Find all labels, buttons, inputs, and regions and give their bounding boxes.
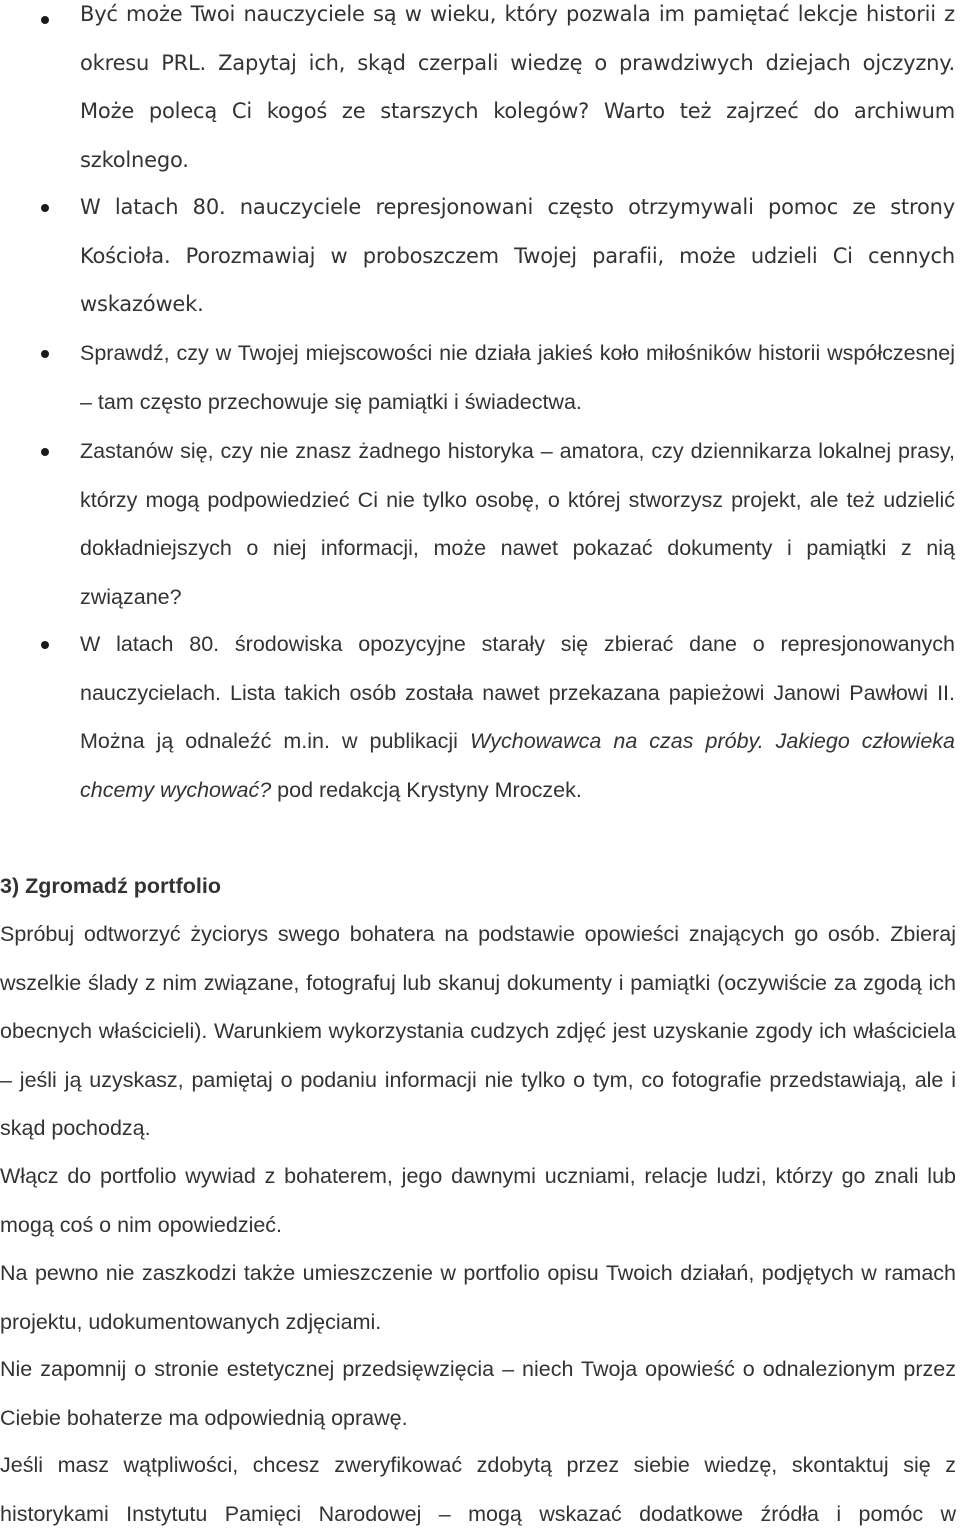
- bullet-icon: [41, 204, 49, 212]
- paragraph: Nie zapomnij o stronie estetycznej przedsięwzięcia – niech Twoja opowieść o odnalezionym przez Ciebie bohaterze ma odpowiednią oprawę.: [0, 1357, 956, 1430]
- section-heading: 3) Zgromadź portfolio: [0, 874, 221, 898]
- list-item-text: [80, 620, 955, 814]
- list-item-text: Być może Twoi nauczyciele są w wieku, który pozwala im pamiętać lekcje historii z okresu PRL. Zapytaj ich, skąd czerpali wiedzę o prawdziwych dziejach ojczyzny. Może polecą Ci kogoś ze starszych kolegów? Warto też zajrzeć do archiwum szkolnego.: [80, 2, 955, 172]
- bullet-icon: [41, 448, 49, 456]
- list-item-text-after: pod redakcją Krystyny Mroczek.: [271, 777, 582, 802]
- list-item-text: Zastanów się, czy nie znasz żadnego historyka – amatora, czy dziennikarza lokalnej prasy, którzy mogą podpowiedzieć Ci nie tylko osobę, o której stworzysz projekt, ale też udzielić dokładniejszych o niej informacji, może nawet pokazać dokumenty i pamiątki z nią związane?: [80, 439, 955, 609]
- paragraph: Włącz do portfolio wywiad z bohaterem, jego dawnymi uczniami, relacje ludzi, którzy go znali lub mogą coś o nim opowiedzieć.: [0, 1164, 956, 1237]
- bullet-icon: [41, 16, 49, 24]
- publication-title: Wychowawca na czas próby. Jakiego człowieka chcemy wychować?: [80, 729, 955, 802]
- paragraph: Jeśli masz wątpliwości, chcesz zweryfikować zdobytą przez siebie wiedzę, skontaktuj się z historykami Instytutu Pamięci Narodowej – mogą wskazać dodatkowe źródła i pomóc w: [0, 1453, 956, 1526]
- list-item-text: Sprawdź, czy w Twojej miejscowości nie działa jakieś koło miłośników historii współczesnej – tam często przechowuje się pamiątki i świadectwa.: [80, 341, 955, 414]
- bullet-icon: [41, 641, 49, 649]
- list-item-text-before: W latach 80. środowiska opozycyjne starały się zbierać dane o represjonowanych nauczycielach. Lista takich osób została nawet przekazana papieżowi Janowi Pawłowi II. Można ją odnaleźć m.in. w publikacji: [80, 632, 955, 753]
- list-item-text: W latach 80. nauczyciele represjonowani często otrzymywali pomoc ze strony Kościoła. Porozmawiaj w proboszczem Twojej parafii, może udzieli Ci cennych wskazówek.: [80, 195, 955, 316]
- bullet-icon: [41, 350, 49, 358]
- paragraph: Spróbuj odtworzyć życiorys swego bohatera na podstawie opowieści znających go osób. Zbieraj wszelkie ślady z nim związane, fotografuj lub skanuj dokumenty i pamiątki (oczywiście za zgodą ich obecnych właścicieli). Warunkiem wykorzystania cudzych zdjęć jest uzyskanie zgody ich właściciela – jeśli ją uzyskasz, pamiętaj o podaniu informacji nie tylko o tym, co fotografie przedstawiają, ale i skąd pochodzą.: [0, 922, 956, 1140]
- paragraph: Na pewno nie zaszkodzi także umieszczenie w portfolio opisu Twoich działań, podjętych w ramach projektu, udokumentowanych zdjęciami.: [0, 1261, 956, 1334]
